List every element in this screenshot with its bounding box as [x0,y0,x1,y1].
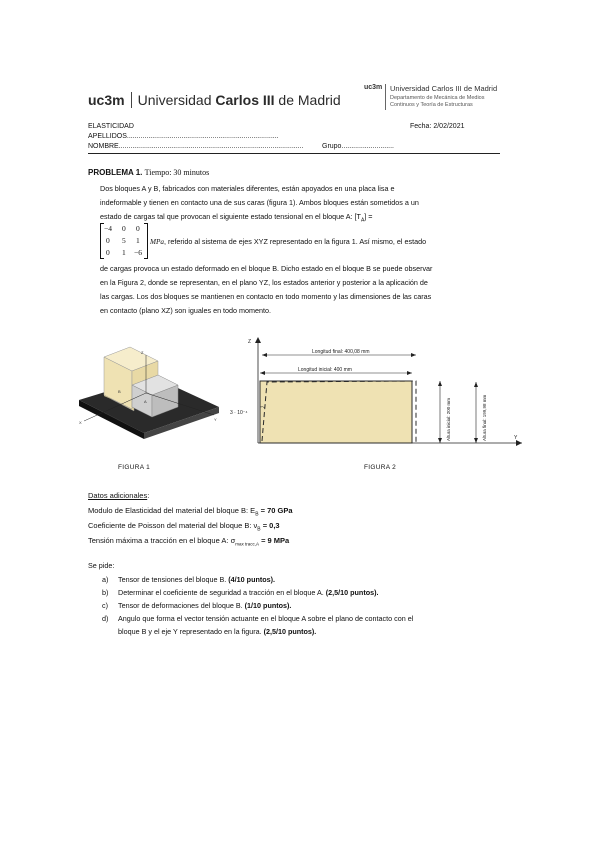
angle-label: 3 · 10⁻⁴ [230,410,248,416]
problem-title: PROBLEMA 1. Tiempo: 30 minutos [88,168,210,177]
university-logo [88,92,341,108]
final-height-label: Altura final: 199,98 mm [482,394,487,441]
name-row [88,143,304,150]
group-row [322,143,394,150]
name-label: NOMBRE [88,143,119,150]
figure-2 [226,335,526,453]
ask-b: b) Determinar el coeficiente de seguridad a tracción en el bloque A. (2,5/10 puntos). [102,588,379,597]
right-brand: uc3m [364,84,383,91]
initial-height-label: Altura inicial: 200 mm [446,397,451,441]
right-dept-line1: Departamento de Mecánica de Medios [390,95,485,101]
poisson-ratio: Coeficiente de Poisson del material del bloque B: $\nu_B = 0,3$ [88,521,280,533]
date-label: Fecha: 2/02/2021 [410,123,465,130]
subject-label: ELASTICIDAD [88,123,134,130]
surname-row [88,133,279,140]
statement-line-2: indeformable y tienen en contacto una de sus caras (figura 1). Ambos bloques están sometidos a un [100,198,419,207]
figure-2-caption: FIGURA 2 [364,464,397,471]
statement-line-4: MPa, referido al sistema de ejes XYZ representado en la figura 1. Así mismo, el estado [150,237,427,246]
logo-name-prefix: Universidad [137,92,216,108]
fig2-axis-y: Y [514,435,518,441]
header-divider [88,153,500,154]
statement-line-7: las cargas. Los dos bloques se mantienen en contacto en todo momento y las dimensiones de las caras [100,292,432,301]
fig1-axis-z: Z [141,350,144,355]
max-tensile-stress: Tensión máxima a tracción en el bloque A: $\sigma_{max tracc,A} = 9$ MPa [88,536,290,547]
additional-title: Datos adicionales: [88,491,150,500]
group-field[interactable]: ........................... [341,143,394,150]
name-field[interactable]: ............................................................................................... [118,143,304,150]
statement-line-1: Dos bloques A y B, fabricados con materiales diferentes, están apoyados en una placa lisa e [100,184,395,193]
asks-title: Se pide: [88,561,115,570]
statement-line-8: en contacto (plano XZ) son iguales en todo momento. [100,306,272,315]
right-dept-line2: Continuos y Teoría de Estructuras [390,102,473,108]
problem-statement [100,183,500,323]
statement-line-5: de cargas provoca un estado deformado en el bloque B. Dicho estado en el bloque B se puede observar [100,264,433,273]
figure-1-caption: FIGURA 1 [118,464,151,471]
surname-field[interactable]: .............................................................................. [126,133,279,140]
initial-length-label: Longitud inicial: 400 mm [298,367,352,373]
group-label: Grupo [322,143,342,150]
block-b-initial [260,381,412,443]
ask-d: d) Angulo que forma el vector tensión actuante en el bloque A sobre el plano de contacto con el [102,614,414,623]
figure-1 [74,345,224,445]
logo-name-suffix: de Madrid [274,92,341,108]
statement-line-6: en la Figura 2, donde se representan, en el plano YZ, los estados anterior y posterior a la aplicación de [100,278,428,287]
stress-matrix: −4 0 0 0 5 1 0 1 −6 [100,223,160,259]
label-a: A [144,399,147,404]
fig1-axis-x: X [79,420,82,425]
logo-name-bold: Carlos III [215,92,275,108]
problem-time: Tiempo: 30 minutos [144,168,210,177]
statement-line-3: estado de cargas tal que provocan el siguiente estado tensional en el bloque A: $[T_A]$ = [100,212,373,224]
ask-a: a) Tensor de tensiones del bloque B. (4/10 puntos). [102,575,276,584]
surname-label: APELLIDOS [88,133,127,140]
ask-d-line2: bloque B y el eje Y representado en la figura. (2,5/10 puntos). [118,627,317,636]
label-b: B [118,389,121,394]
logo-brand: uc3m [88,92,125,108]
fig2-axis-z: Z [248,339,252,345]
fig1-axis-y: Y [214,417,217,422]
elastic-modulus: Modulo de Elasticidad del material del bloque B: $E_B = 70$ GPa [88,506,293,518]
right-title: Universidad Carlos III de Madrid [390,84,498,93]
ask-c: c) Tensor de deformaciones del bloque B. (1/10 puntos). [102,601,292,610]
final-length-label: Longitud final: 400,08 mm [312,349,370,355]
